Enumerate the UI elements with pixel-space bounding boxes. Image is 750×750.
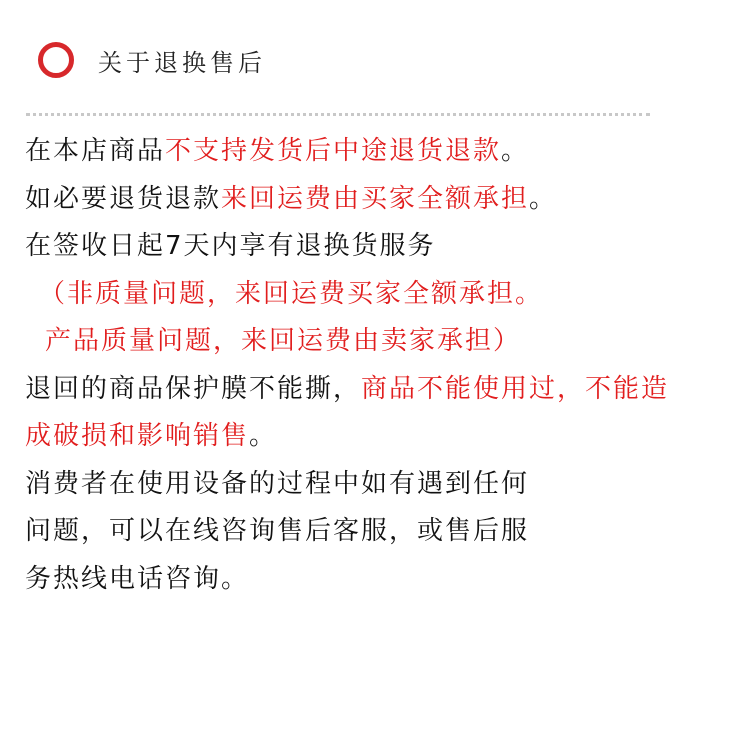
line-highlight: 产品质量问题，来回运费由卖家承担） <box>45 326 522 356</box>
line-tail: 。 <box>249 421 278 451</box>
section-title: 关于退换售后 <box>98 48 266 77</box>
policy-line-6 <box>25 366 740 414</box>
line-text: 消费者在使用设备的过程中如有遇到任何 <box>25 468 530 499</box>
section-header <box>38 40 266 80</box>
line-highlight: 不支持发货后中途退货退款 <box>165 136 502 166</box>
policy-line-9 <box>25 508 740 556</box>
line-text: 问题，可以在线咨询售后客服，或售后服 <box>25 516 530 546</box>
policy-line-5 <box>25 318 740 366</box>
policy-line-10 <box>25 556 740 604</box>
line-tail: 。 <box>501 136 530 166</box>
line-highlight: 商品不能使用过，不能造 <box>361 373 670 404</box>
policy-text <box>25 128 740 603</box>
line-text: 如必要退货退款 <box>25 183 222 214</box>
policy-line-7 <box>25 413 740 461</box>
policy-line-4 <box>25 271 740 319</box>
policy-line-8 <box>25 461 740 509</box>
circle-ring-icon <box>38 42 74 78</box>
line-text: 在本店商品 <box>25 136 166 166</box>
policy-line-1 <box>25 128 740 176</box>
policy-line-3 <box>25 223 740 271</box>
line-highlight: 来回运费由买家全额承担 <box>221 183 530 214</box>
line-tail: 。 <box>529 183 558 214</box>
line-highlight: 成破损和影响销售 <box>25 421 250 451</box>
line-highlight: （非质量问题，来回运费买家全额承担。 <box>39 278 544 309</box>
line-text: 在签收日起7天内享有退换货服务 <box>25 231 436 261</box>
policy-line-2 <box>25 176 740 224</box>
dotted-divider <box>26 113 650 116</box>
line-text: 退回的商品保护膜不能撕， <box>25 373 362 404</box>
line-text: 务热线电话咨询。 <box>25 563 250 594</box>
